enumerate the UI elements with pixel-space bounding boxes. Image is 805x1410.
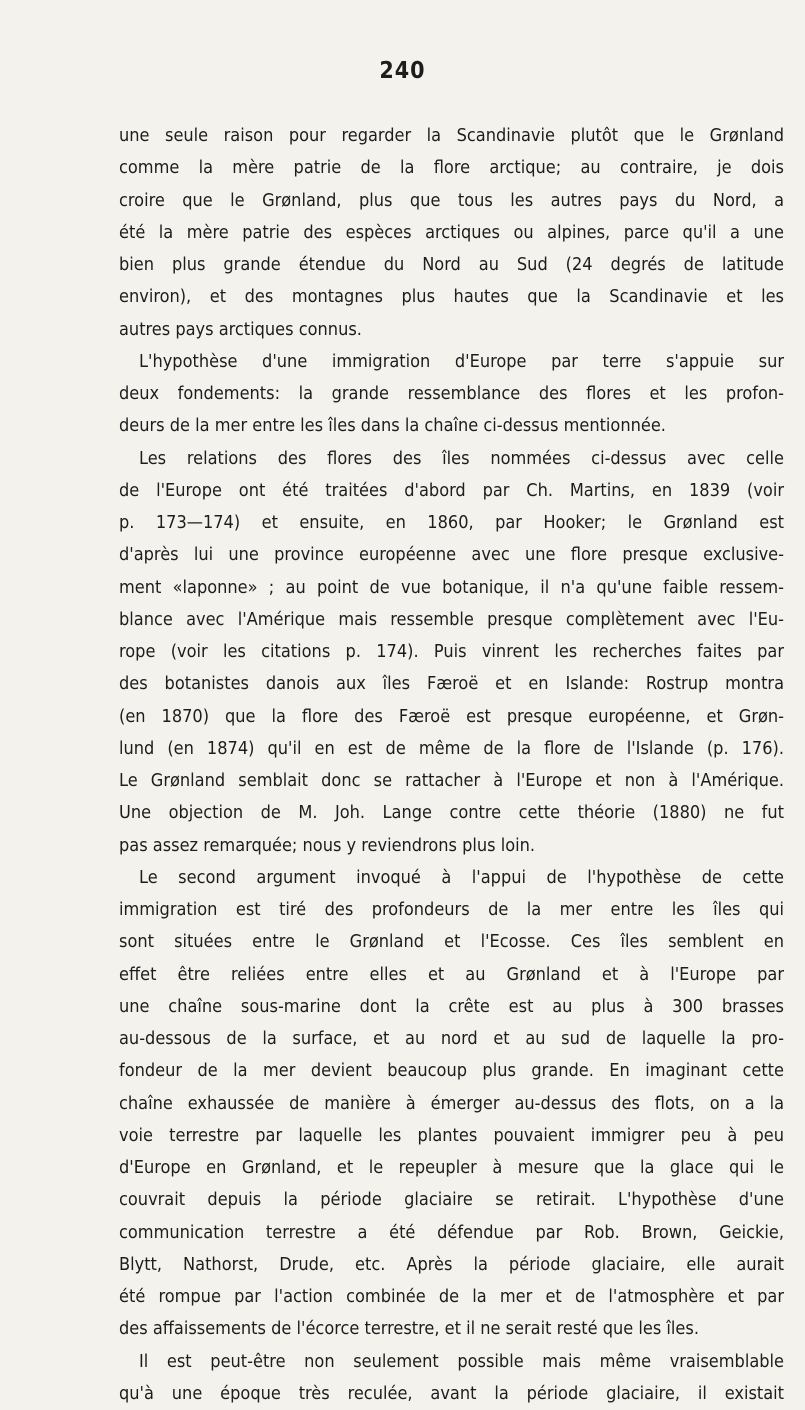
text-line: pas assez remarquée; nous y reviendrons plus loin.: [119, 834, 536, 856]
text-line: qu'à une époque très reculée, avant la période glaciaire, il existait: [119, 1382, 784, 1404]
text-line: bien plus grande étendue du Nord au Sud (24 degrés de latitude: [119, 254, 784, 275]
text-line: d'Europe en Grønland, et le repeupler à mesure que la glace qui le: [119, 1157, 784, 1178]
text-line: chaîne exhaussée de manière à émerger au-dessus des flots, on a la: [119, 1092, 784, 1114]
text-line: deux fondements: la grande ressemblance des flores et les profon-: [119, 383, 784, 404]
text-line: Le Grønland semblait donc se rattacher à l'Europe et non à l'Amérique.: [119, 770, 784, 791]
text-line: lund (en 1874) qu'il en est de même de la flore de l'Islande (p. 176).: [119, 737, 784, 759]
body-text: [119, 120, 784, 1410]
text-line: une chaîne sous-marine dont la crête est au plus à 300 brasses: [119, 995, 784, 1017]
text-line: comme la mère patrie de la flore arctique; au contraire, je dois: [119, 157, 784, 179]
text-line: ment «laponne» ; au point de vue botanique, il n'a qu'une faible ressem-: [119, 576, 784, 598]
text-line: été la mère patrie des espèces arctiques ou alpines, parce qu'il a une: [119, 221, 784, 243]
text-line: de l'Europe ont été traitées d'abord par Ch. Martins, en 1839 (voir: [119, 479, 784, 501]
text-line: communication terrestre a été défendue par Rob. Brown, Geickie,: [119, 1221, 784, 1243]
text-line: rope (voir les citations p. 174). Puis vinrent les recherches faites par: [119, 641, 784, 662]
text-line: L'hypothèse d'une immigration d'Europe par terre s'appuie sur: [139, 350, 784, 372]
text-line: Il est peut-être non seulement possible mais même vraisemblable: [139, 1350, 784, 1372]
text-line: autres pays arctiques connus.: [119, 318, 362, 340]
text-line: Les relations des flores des îles nommées ci-dessus avec celle: [139, 447, 784, 469]
text-line: d'après lui une province européenne avec une flore presque exclusive-: [119, 544, 784, 566]
text-line: une seule raison pour regarder la Scandinavie plutôt que le Grønland: [119, 125, 784, 146]
text-line: p. 173—174) et ensuite, en 1860, par Hooker; le Grønland est: [119, 512, 784, 533]
text-line: fondeur de la mer devient beaucoup plus grande. En imaginant cette: [119, 1060, 784, 1082]
text-line: sont situées entre le Grønland et l'Ecosse. Ces îles semblent en: [119, 931, 784, 953]
text-line: environ), et des montagnes plus hautes que la Scandinavie et les: [119, 286, 784, 308]
text-line: blance avec l'Amérique mais ressemble presque complètement avec l'Eu-: [119, 608, 784, 630]
text-line: (en 1870) que la flore des Færoë est presque européenne, et Grøn-: [119, 705, 784, 727]
text-line: couvrait depuis la période glaciaire se retirait. L'hypothèse d'une: [119, 1189, 784, 1211]
text-line: effet être reliées entre elles et au Grønland et à l'Europe par: [119, 963, 784, 985]
text-line: croire que le Grønland, plus que tous les autres pays du Nord, a: [119, 189, 784, 211]
text-line: Le second argument invoqué à l'appui de l'hypothèse de cette: [139, 866, 784, 888]
text-line: des affaissements de l'écorce terrestre, et il ne serait resté que les îles.: [119, 1318, 699, 1340]
text-line: voie terrestre par laquelle les plantes pouvaient immigrer peu à peu: [119, 1124, 784, 1146]
text-line: immigration est tiré des profondeurs de la mer entre les îles qui: [119, 899, 784, 920]
page-number: 240: [379, 58, 426, 84]
text-line: Blytt, Nathorst, Drude, etc. Après la période glaciaire, elle aurait: [119, 1253, 784, 1275]
text-line: au-dessous de la surface, et au nord et au sud de laquelle la pro-: [119, 1028, 784, 1049]
text-line: des botanistes danois aux îles Færoë et en Islande: Rostrup montra: [119, 673, 784, 695]
text-line: Une objection de M. Joh. Lange contre cette théorie (1880) ne fut: [119, 802, 784, 824]
text-line: deurs de la mer entre les îles dans la chaîne ci-dessus mentionnée.: [119, 415, 666, 437]
text-line: été rompue par l'action combinée de la mer et de l'atmosphère et par: [119, 1286, 784, 1307]
